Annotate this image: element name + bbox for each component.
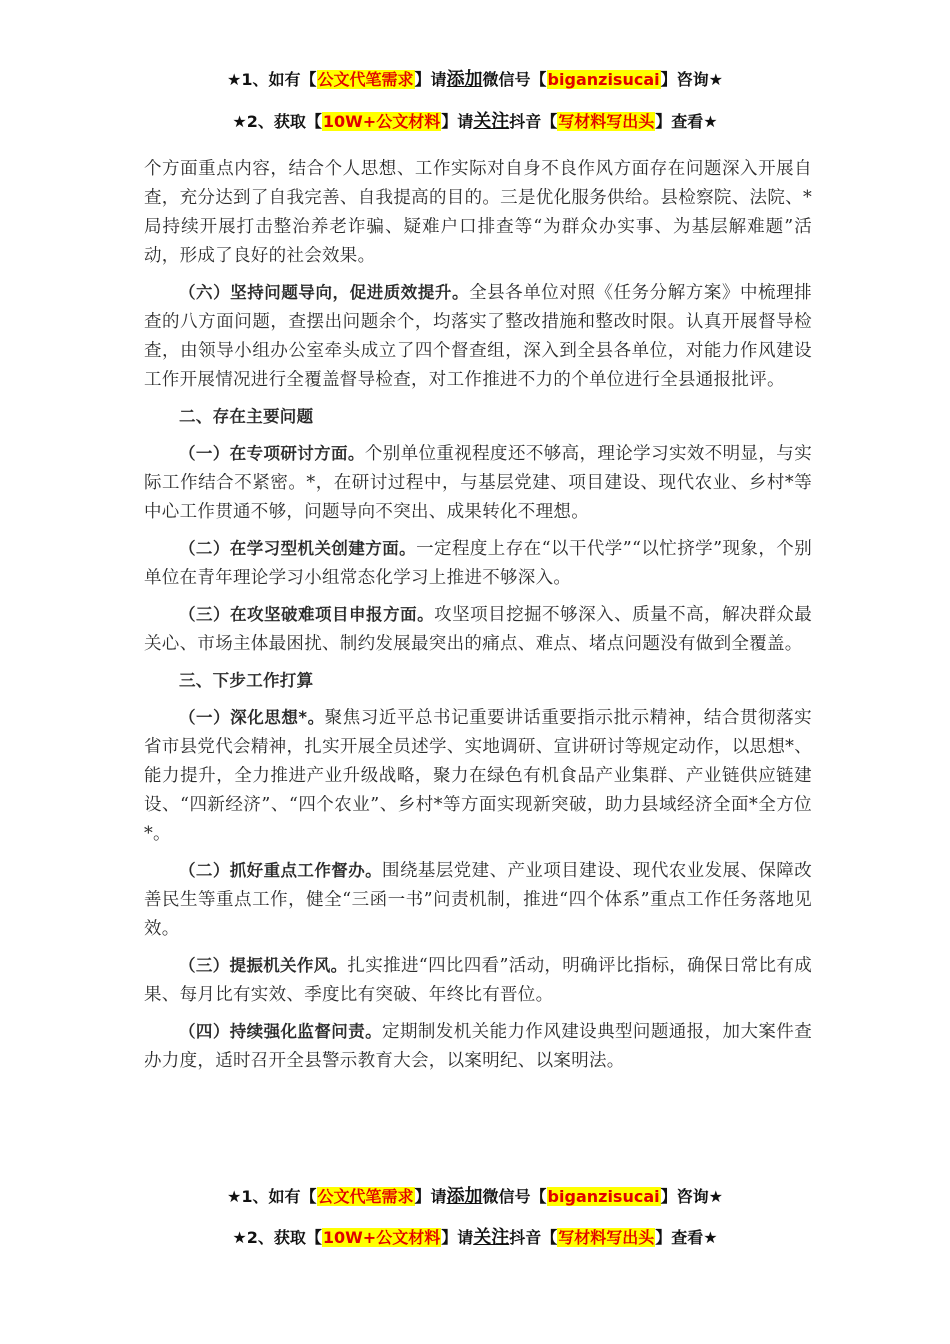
paragraph-plan-4: （四）持续强化监督问责。定期制发机关能力作风建设典型问题通报，加大案件查办力度，适时召开全县警示教育大会，以案明纪、以案明法。 — [144, 1022, 812, 1071]
highlight-wechat-id: biganzisucai — [547, 70, 660, 89]
paragraph-problem-1: （一）在专项研讨方面。个别单位重视程度还不够高，理论学习实效不明显，与实际工作结合不紧密。*，在研讨过程中，与基层党建、项目建设、现代农业、乡村*等中心工作贯通不够，问题导向不突出、成果转化不理想。 — [144, 444, 812, 522]
document-body — [144, 155, 812, 1076]
paragraph-plan-2: （二）抓好重点工作督办。围绕基层党建、产业项目建设、现代农业发展、保障改善民生等重点工作，健全“三函一书”问责机制，推进“四个体系”重点工作任务落地见效。 — [144, 861, 812, 939]
paragraph-problem-3: （三）在攻坚破难项目申报方面。攻坚项目挖掘不够深入、质量不高，解决群众最关心、市场主体最困扰、制约发展最突出的痛点、难点、堵点问题没有做到全覆盖。 — [144, 605, 812, 654]
paragraph-plan-3: （三）提振机关作风。扎实推进“四比四看”活动，明确评比指标，确保日常比有成果、每月比有实效、季度比有突破、年终比有晋位。 — [144, 956, 812, 1005]
highlight-service: 公文代笔需求 — [317, 70, 414, 89]
section-heading-problems: 二、存在主要问题 — [179, 407, 314, 426]
bottom-banner-line-2: ★2、获取【10W+公文材料】请关注抖音【写材料写出头】查看★ — [232, 1227, 718, 1248]
paragraph-plan-1: （一）深化思想*。聚焦习近平总书记重要讲话重要指示批示精神，结合贯彻落实省市县党代会精神，扎实开展全员述学、实地调研、宣讲研讨等规定动作，以思想*、能力提升，全力推进产业升级战略，聚力在绿色有机食品产业集群、产业链供应链建设、“四新经济”、“四个农业”、乡村*等方面实现新突破，助力县域经济全面*全方位*。 — [144, 708, 812, 844]
highlight-wechat-id: biganzisucai — [547, 1187, 660, 1206]
paragraph-section-six: （六）坚持问题导向，促进质效提升。全县各单位对照《任务分解方案》中梳理排查的八方面问题，查摆出问题余个，均落实了整改措施和整改时限。认真开展督导检查，由领导小组办公室牵头成立了四个督查组，深入到全县各单位，对能力作风建设工作开展情况进行全覆盖督导检查，对工作推进不力的个单位进行全县通报批评。 — [144, 283, 812, 390]
highlight-materials: 10W+公文材料 — [322, 112, 441, 131]
highlight-materials: 10W+公文材料 — [322, 1228, 441, 1247]
paragraph-continuation: 个方面重点内容，结合个人思想、工作实际对自身不良作风方面存在问题深入开展自查，充分达到了自我完善、自我提高的目的。三是优化服务供给。县检察院、法院、*局持续开展打击整治养老诈骗、疑难户口排查等“为群众办实事、为基层解难题”活动，形成了良好的社会效果。 — [144, 159, 812, 266]
bottom-banner-line-1: ★1、如有【公文代笔需求】请添加微信号【biganzisucai】咨询★ — [227, 1186, 723, 1207]
highlight-service: 公文代笔需求 — [317, 1187, 414, 1206]
section-heading-next-steps: 三、下步工作打算 — [179, 671, 314, 690]
highlight-douyin: 写材料写出头 — [558, 112, 655, 131]
highlight-douyin: 写材料写出头 — [558, 1228, 655, 1247]
top-banner-line-1: ★1、如有【公文代笔需求】请添加微信号【biganzisucai】咨询★ — [227, 69, 723, 90]
paragraph-problem-2: （二）在学习型机关创建方面。一定程度上存在“以干代学”“以忙挤学”现象，个别单位在青年理论学习小组常态化学习上推进不够深入。 — [144, 539, 813, 588]
top-banner-line-2: ★2、获取【10W+公文材料】请关注抖音【写材料写出头】查看★ — [232, 111, 718, 132]
